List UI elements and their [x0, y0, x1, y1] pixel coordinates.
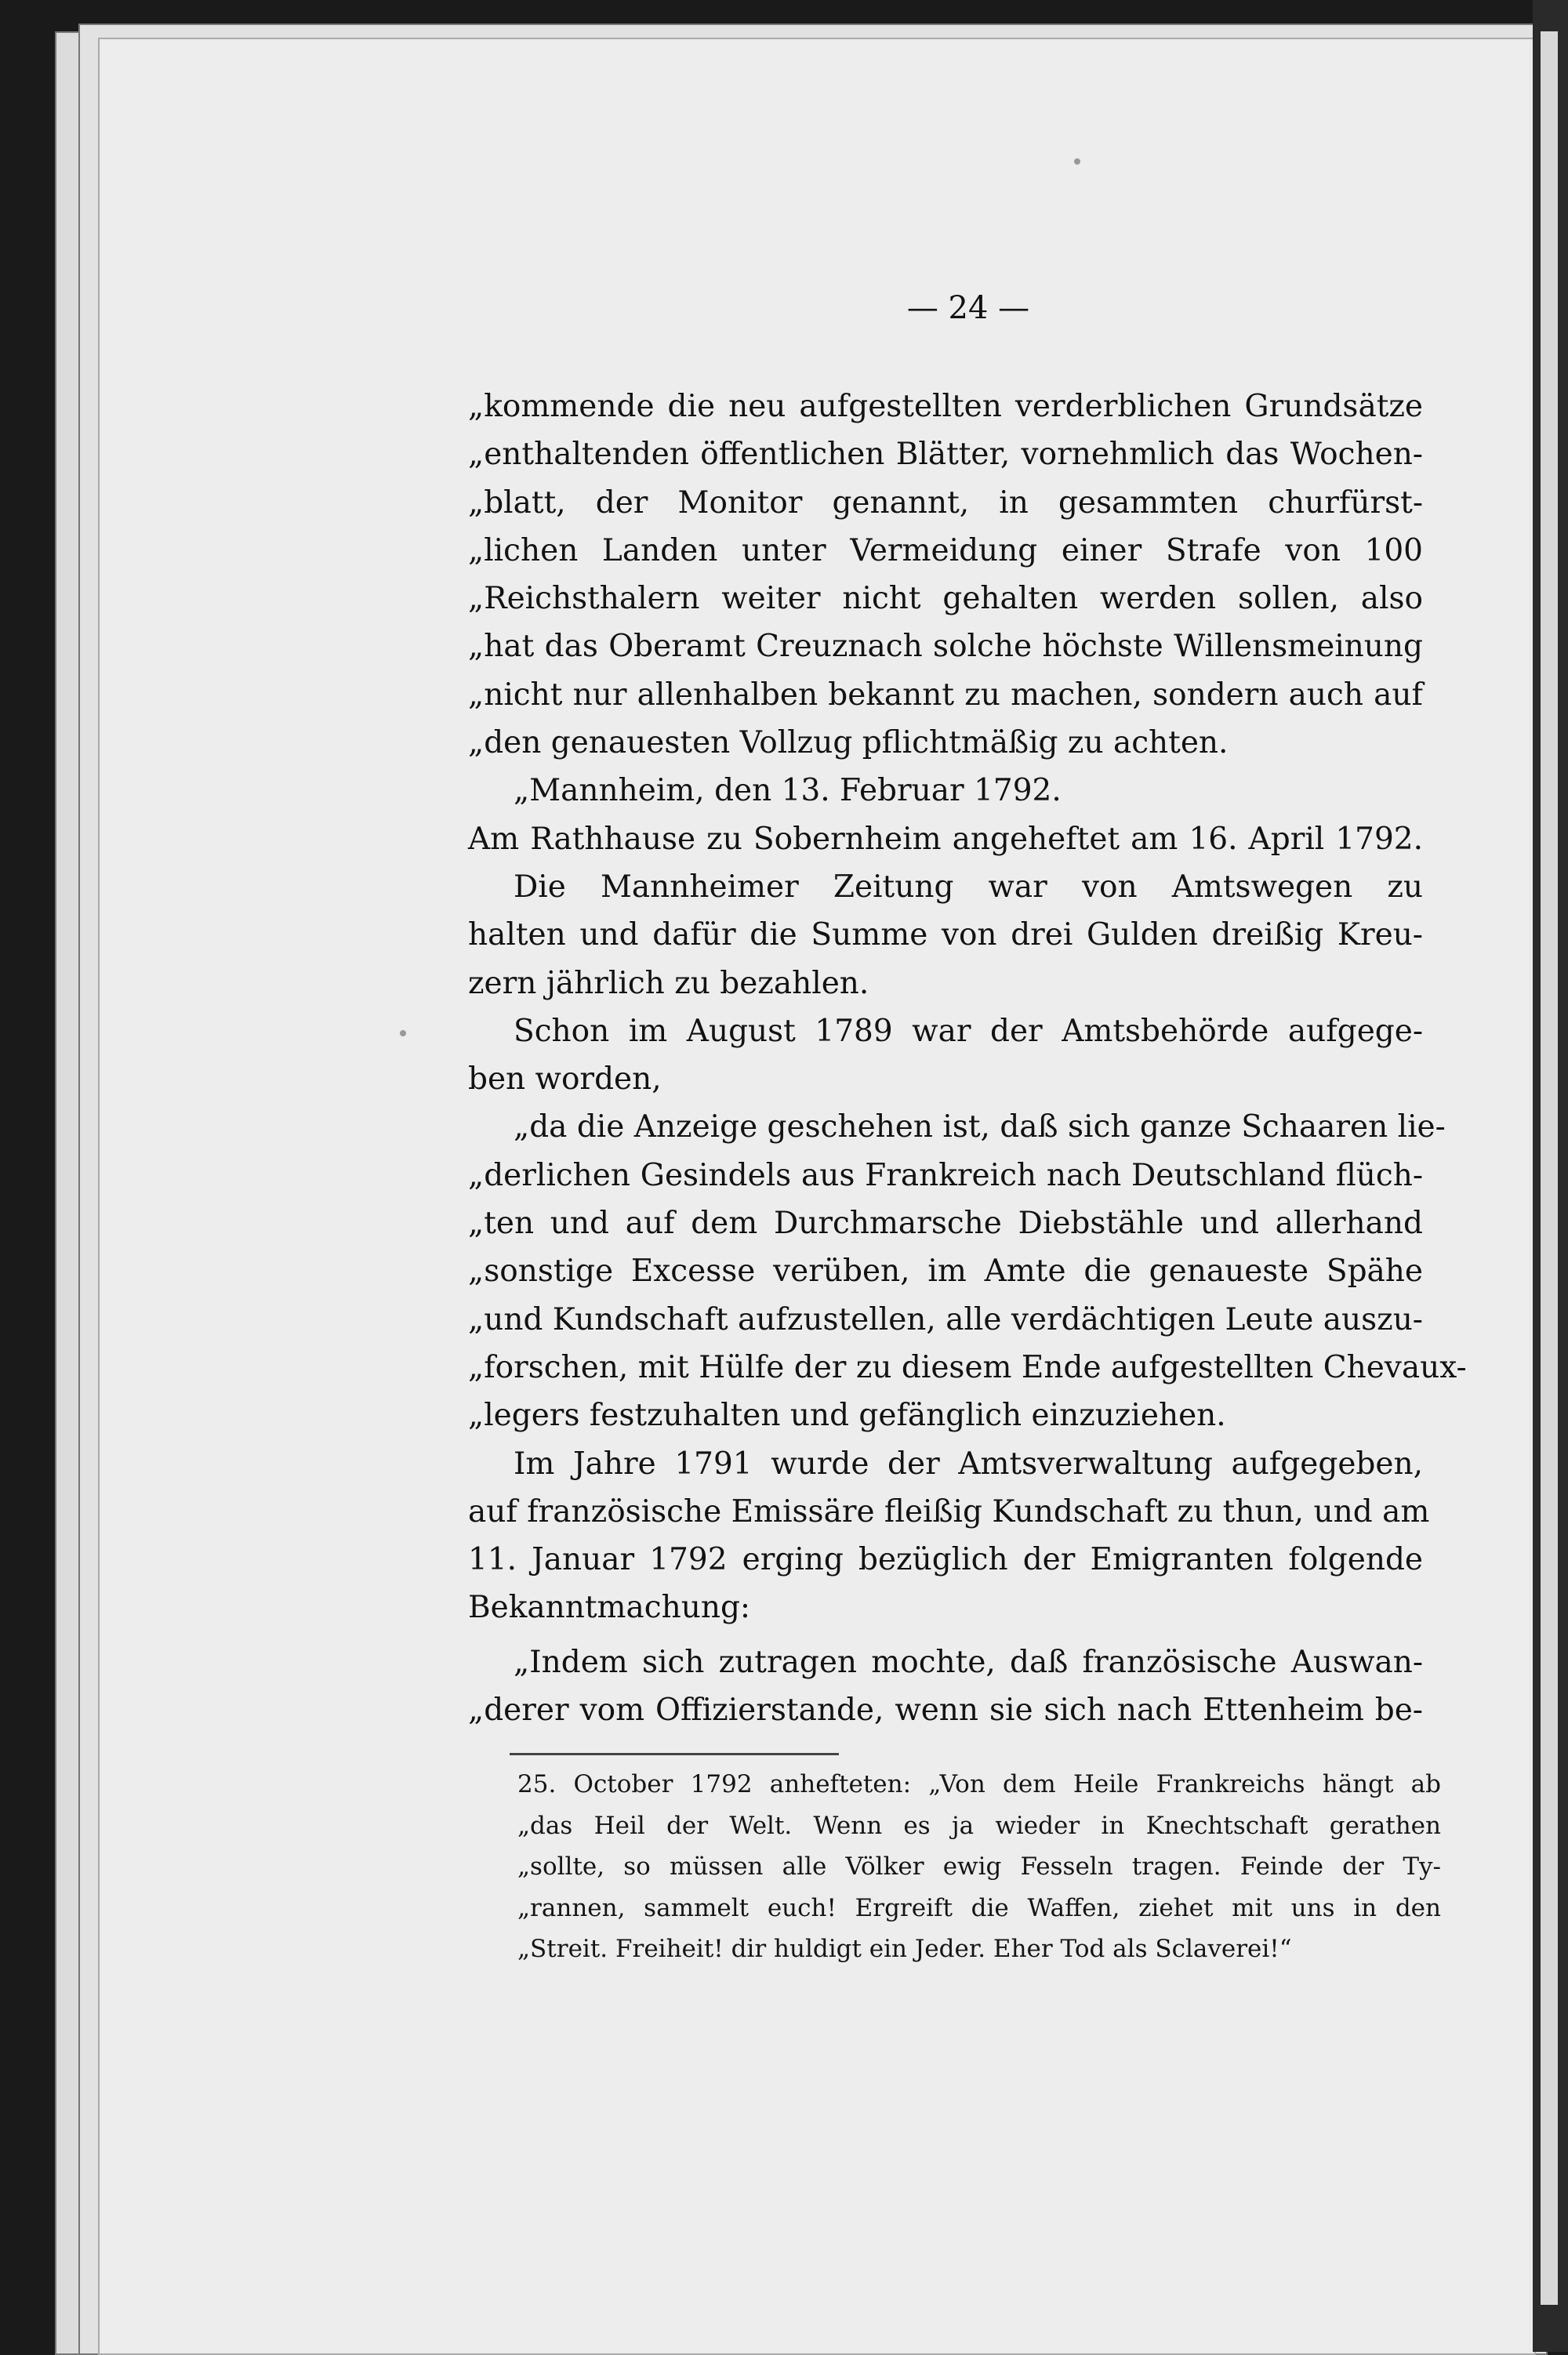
text-line: „derer vom Offizierstande, wenn sie sich nach Ettenheim be-: [468, 1693, 1423, 1729]
text-line: „forschen, mit Hülfe der zu diesem Ende aufgestellten Chevaux-: [468, 1349, 1467, 1385]
text-line: „enthaltenden öffentlichen Blätter, vornehmlich das Wochen-: [468, 437, 1423, 473]
text-line: „derlichen Gesindels aus Frankreich nach Deutschland flüch-: [468, 1157, 1423, 1193]
text-line: „sonstige Excesse verüben, im Amte die genaueste Spähe: [468, 1254, 1423, 1290]
speck: [1074, 158, 1080, 165]
text-line: auf französische Emissäre fleißig Kundschaft zu thun, und am: [468, 1493, 1430, 1529]
adjacent-page-edge: [1541, 31, 1558, 2305]
text-line: Im Jahre 1791 wurde der Amtsverwaltung aufgegeben,: [514, 1446, 1423, 1482]
text-line: „kommende die neu aufgestellten verderblichen Grundsätze: [468, 389, 1423, 424]
footnote-line: 25. October 1792 anhefteten: „Von dem Heile Frankreichs hängt ab: [517, 1770, 1441, 1798]
text-line: „hat das Oberamt Creuznach solche höchste Willensmeinung: [468, 629, 1423, 665]
text-line: „Indem sich zutragen mochte, daß französische Auswan-: [514, 1644, 1423, 1680]
text-line: „Mannheim, den 13. Februar 1792.: [514, 773, 1062, 809]
text-line: 11. Januar 1792 erging bezüglich der Emigranten folgende: [468, 1542, 1423, 1578]
text-line: Die Mannheimer Zeitung war von Amtswegen zu: [514, 869, 1423, 905]
body-text: [468, 383, 1467, 1734]
footnote-line: „Streit. Freiheit! dir huldigt ein Jeder. Eher Tod als Sclaverei!“: [517, 1935, 1292, 1964]
text-line: „den genauesten Vollzug pflichtmäßig zu achten.: [468, 725, 1229, 761]
text-line: „lichen Landen unter Vermeidung einer Strafe von 100: [468, 532, 1423, 568]
text-line: zern jährlich zu bezahlen.: [468, 965, 869, 1001]
text-line: „ten und auf dem Durchmarsche Diebstähle und allerhand: [468, 1206, 1423, 1242]
speck: [400, 1030, 406, 1036]
page-number: — 24 —: [906, 290, 1030, 326]
text-line: Schon im August 1789 war der Amtsbehörde aufgege-: [514, 1013, 1423, 1049]
text-line: „blatt, der Monitor genannt, in gesammten churfürst-: [468, 484, 1423, 521]
text-line: halten und dafür die Summe von drei Gulden dreißig Kreu-: [468, 917, 1423, 953]
text-line: „legers festzuhalten und gefänglich einzuziehen.: [468, 1398, 1226, 1434]
text-line: ben worden,: [468, 1061, 662, 1098]
footnote-separator: [510, 1753, 839, 1755]
text-line: „nicht nur allenhalben bekannt zu machen, sondern auch auf: [468, 677, 1423, 713]
text-line: „da die Anzeige geschehen ist, daß sich ganze Schaaren lie-: [514, 1109, 1446, 1145]
footnote: [517, 1764, 1441, 1970]
footnote-line: „rannen, sammelt euch! Ergreift die Waffen, ziehet mit uns in den: [517, 1893, 1441, 1922]
text-line: Am Rathhause zu Sobernheim angeheftet am 16. April 1792.: [468, 821, 1423, 857]
text-line: „und Kundschaft aufzustellen, alle verdächtigen Leute auszu-: [468, 1301, 1423, 1337]
text-line: „Reichsthalern weiter nicht gehalten werden sollen, also: [468, 581, 1423, 617]
footnote-line: „das Heil der Welt. Wenn es ja wieder in Knechtschaft gerathen: [517, 1811, 1441, 1840]
text-line: Bekanntmachung:: [468, 1590, 751, 1626]
footnote-line: „sollte, so müssen alle Völker ewig Fesseln tragen. Feinde der Ty-: [517, 1852, 1441, 1881]
